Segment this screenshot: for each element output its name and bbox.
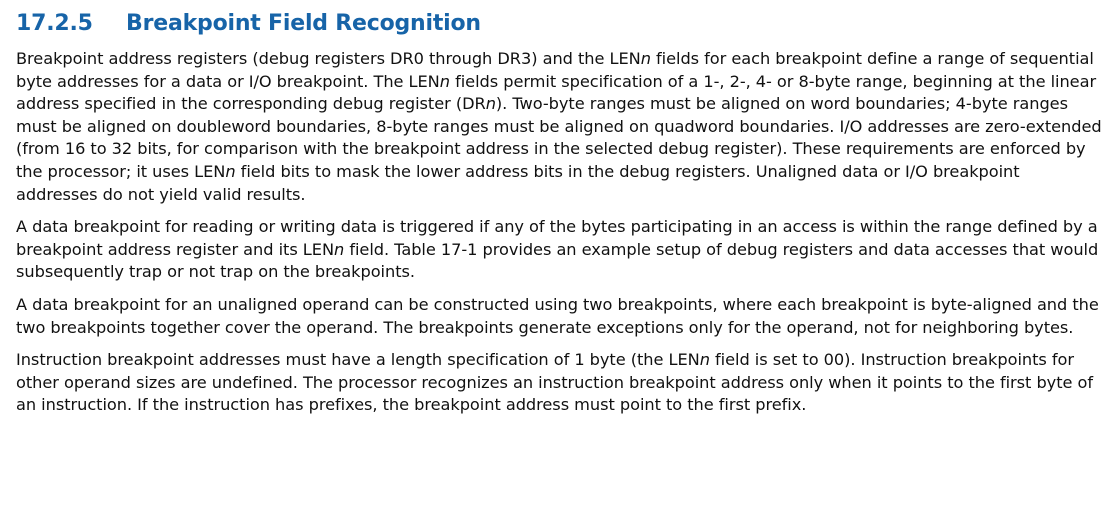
section-number: 17.2.5 <box>16 11 93 36</box>
text-run: A data breakpoint for reading or writing data is triggered if any of the bytes participating in an access is within the range defined by a breakpoint address register and its LEN <box>16 217 1098 259</box>
paragraph-3 <box>16 294 1106 339</box>
section-title: Breakpoint Field Recognition <box>126 11 481 36</box>
text-run: ). Two-byte ranges must be aligned on word boundaries; 4-byte ranges must be aligned on doubleword boundaries, 8-byte ranges must be aligned on quadword boundaries. I/O addresses are zero-extended (from 16 to 32 bits, for comparison with the breakpoint address in the selected debug register). These requirements are enforced by the processor; it uses LEN <box>16 94 1102 181</box>
paragraph-4 <box>16 349 1106 417</box>
italic-n: n <box>439 71 450 91</box>
italic-n: n <box>334 239 345 259</box>
paragraph-2 <box>16 216 1106 284</box>
text-run: field bits to mask the lower address bits in the debug registers. Unaligned data or I/O breakpoint addresses do not yield valid results. <box>16 161 1020 204</box>
section-body <box>16 48 1106 417</box>
text-run: Breakpoint address registers (debug registers DR0 through DR3) and the LEN <box>16 49 641 68</box>
text-run: A data breakpoint for an unaligned operand can be constructed using two breakpoints, where each breakpoint is byte-aligned and the two breakpoints together cover the operand. The breakpoints generate exceptions only for the operand, not for neighboring bytes. <box>16 294 1099 337</box>
text-run: field is set to 00). Instruction breakpoints for other operand sizes are undefined. The processor recognizes an instruction breakpoint address only when it points to the first byte of an instruction. If the instruction has prefixes, the breakpoint address must point to the first prefix. <box>16 350 1094 415</box>
italic-n: n <box>225 161 236 181</box>
section-heading <box>16 8 1106 40</box>
italic-n: n <box>640 49 651 68</box>
text-run: fields permit specification of a 1-, 2-, 4- or 8-byte range, beginning at the linear address specified in the corresponding debug register (DR <box>16 71 1097 114</box>
italic-n: n <box>485 94 496 114</box>
text-run: field. Table 17-1 provides an example setup of debug registers and data accesses that would subsequently trap or not trap on the breakpoints. <box>16 239 1099 282</box>
italic-n: n <box>699 350 710 370</box>
text-run: fields for each breakpoint define a range of sequential byte addresses for a data or I/O breakpoint. The LEN <box>16 49 1094 91</box>
paragraph-1 <box>16 48 1106 206</box>
document-page <box>16 8 1106 417</box>
text-run: Instruction breakpoint addresses must have a length specification of 1 byte (the LEN <box>16 350 700 370</box>
